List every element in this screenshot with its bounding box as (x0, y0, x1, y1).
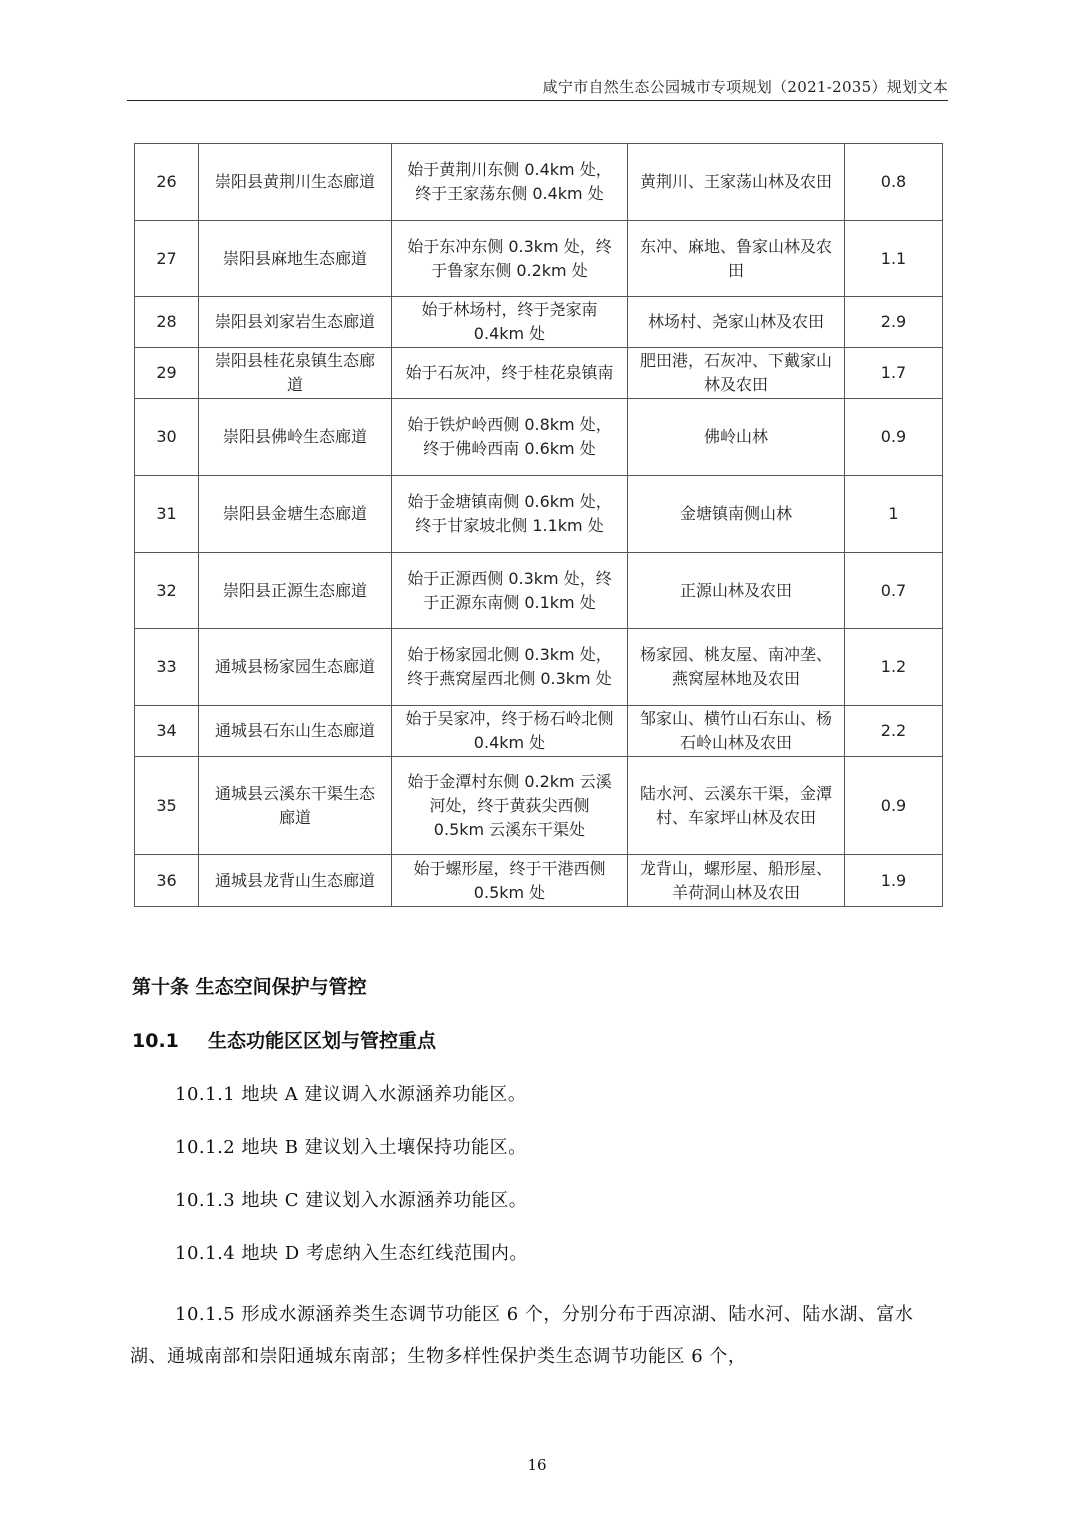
corridor-name: 通城县龙背山生态廊道 (199, 855, 392, 907)
paragraph: 10.1.3 地块 C 建议划入水源涵养功能区。 (175, 1190, 528, 1211)
corridor-length: 2.2 (845, 706, 943, 757)
corridor-name: 通城县石东山生态廊道 (199, 706, 392, 757)
corridor-range: 始于正源西侧 0.3km 处，终于正源东南侧 0.1km 处 (392, 553, 628, 629)
corridor-name: 崇阳县佛岭生态廊道 (199, 399, 392, 476)
corridor-name: 崇阳县正源生态廊道 (199, 553, 392, 629)
header-rule (127, 100, 948, 101)
table-row (135, 476, 943, 553)
corridor-objects: 佛岭山林 (628, 399, 845, 476)
row-number: 36 (135, 855, 199, 907)
row-number: 32 (135, 553, 199, 629)
corridor-objects: 陆水河、云溪东干渠，金潭村、车家坪山林及农田 (628, 757, 845, 855)
page-number: 16 (527, 1456, 547, 1474)
corridor-objects: 肥田港，石灰冲、下戴家山林及农田 (628, 348, 845, 399)
subsection-title: 生态功能区区划与管控重点 (208, 1030, 437, 1052)
table-row (135, 399, 943, 476)
corridor-objects: 东冲、麻地、鲁家山林及农田 (628, 221, 845, 297)
corridor-range: 始于石灰冲，终于桂花泉镇南 (392, 348, 628, 399)
subsection-number: 10.1 (132, 1030, 179, 1052)
row-number: 33 (135, 629, 199, 706)
table-row (135, 629, 943, 706)
paragraph: 10.1.1 地块 A 建议调入水源涵养功能区。 (175, 1084, 527, 1105)
corridor-length: 0.7 (845, 553, 943, 629)
corridor-objects: 龙背山，螺形屋、船形屋、羊荷洞山林及农田 (628, 855, 845, 907)
row-number: 35 (135, 757, 199, 855)
corridor-name: 崇阳县黄荆川生态廊道 (199, 144, 392, 221)
corridor-range: 始于林场村，终于尧家南 0.4km 处 (392, 297, 628, 348)
corridor-objects: 杨家园、桃友屋、南冲垄、燕窝屋林地及农田 (628, 629, 845, 706)
row-number: 28 (135, 297, 199, 348)
corridor-range: 始于螺形屋，终于干港西侧 0.5km 处 (392, 855, 628, 907)
table-row (135, 348, 943, 399)
corridor-length: 1.2 (845, 629, 943, 706)
corridor-range: 始于铁炉岭西侧 0.8km 处，终于佛岭西南 0.6km 处 (392, 399, 628, 476)
corridor-objects: 黄荆川、王家荡山林及农田 (628, 144, 845, 221)
corridor-name: 崇阳县桂花泉镇生态廊道 (199, 348, 392, 399)
corridor-name: 崇阳县金塘生态廊道 (199, 476, 392, 553)
row-number: 29 (135, 348, 199, 399)
corridor-length: 1 (845, 476, 943, 553)
corridor-objects: 正源山林及农田 (628, 553, 845, 629)
corridor-range: 始于金塘镇南侧 0.6km 处，终于甘家坡北侧 1.1km 处 (392, 476, 628, 553)
row-number: 34 (135, 706, 199, 757)
corridor-name: 崇阳县刘家岩生态廊道 (199, 297, 392, 348)
paragraph: 10.1.5 形成水源涵养类生态调节功能区 6 个，分别分布于西凉湖、陆水河、陆水湖、富水湖、通城南部和崇阳通城东南部；生物多样性保护类生态调节功能区 6 个， (130, 1304, 914, 1367)
section-title: 第十条 生态空间保护与管控 (132, 976, 367, 998)
corridor-range: 始于黄荆川东侧 0.4km 处，终于王家荡东侧 0.4km 处 (392, 144, 628, 221)
paragraph: 10.1.4 地块 D 考虑纳入生态红线范围内。 (175, 1243, 528, 1264)
corridor-length: 0.8 (845, 144, 943, 221)
corridor-objects: 金塘镇南侧山林 (628, 476, 845, 553)
corridor-range: 始于金潭村东侧 0.2km 云溪河处，终于黄荻尖西侧 0.5km 云溪东干渠处 (392, 757, 628, 855)
corridor-range: 始于东冲东侧 0.3km 处，终于鲁家东侧 0.2km 处 (392, 221, 628, 297)
table-row (135, 221, 943, 297)
corridor-table (134, 143, 943, 907)
corridor-length: 0.9 (845, 757, 943, 855)
corridor-name: 通城县杨家园生态廊道 (199, 629, 392, 706)
table-row (135, 706, 943, 757)
corridor-objects: 林场村、尧家山林及农田 (628, 297, 845, 348)
subsection-heading (132, 1026, 436, 1053)
corridor-range: 始于吴家冲，终于杨石岭北侧 0.4km 处 (392, 706, 628, 757)
table-row (135, 297, 943, 348)
table-row (135, 757, 943, 855)
paragraph: 10.1.2 地块 B 建议划入土壤保持功能区。 (175, 1137, 527, 1158)
table-row (135, 855, 943, 907)
corridor-objects: 邹家山、横竹山石东山、杨石岭山林及农田 (628, 706, 845, 757)
corridor-name: 通城县云溪东干渠生态廊道 (199, 757, 392, 855)
document-header: 咸宁市自然生态公园城市专项规划（2021-2035）规划文本 (542, 78, 948, 96)
corridor-length: 0.9 (845, 399, 943, 476)
corridor-length: 2.9 (845, 297, 943, 348)
corridor-name: 崇阳县麻地生态廊道 (199, 221, 392, 297)
table-row (135, 553, 943, 629)
corridor-length: 1.7 (845, 348, 943, 399)
table-row (135, 144, 943, 221)
row-number: 27 (135, 221, 199, 297)
corridor-range: 始于杨家园北侧 0.3km 处，终于燕窝屋西北侧 0.3km 处 (392, 629, 628, 706)
corridor-length: 1.9 (845, 855, 943, 907)
row-number: 26 (135, 144, 199, 221)
corridor-length: 1.1 (845, 221, 943, 297)
row-number: 30 (135, 399, 199, 476)
row-number: 31 (135, 476, 199, 553)
